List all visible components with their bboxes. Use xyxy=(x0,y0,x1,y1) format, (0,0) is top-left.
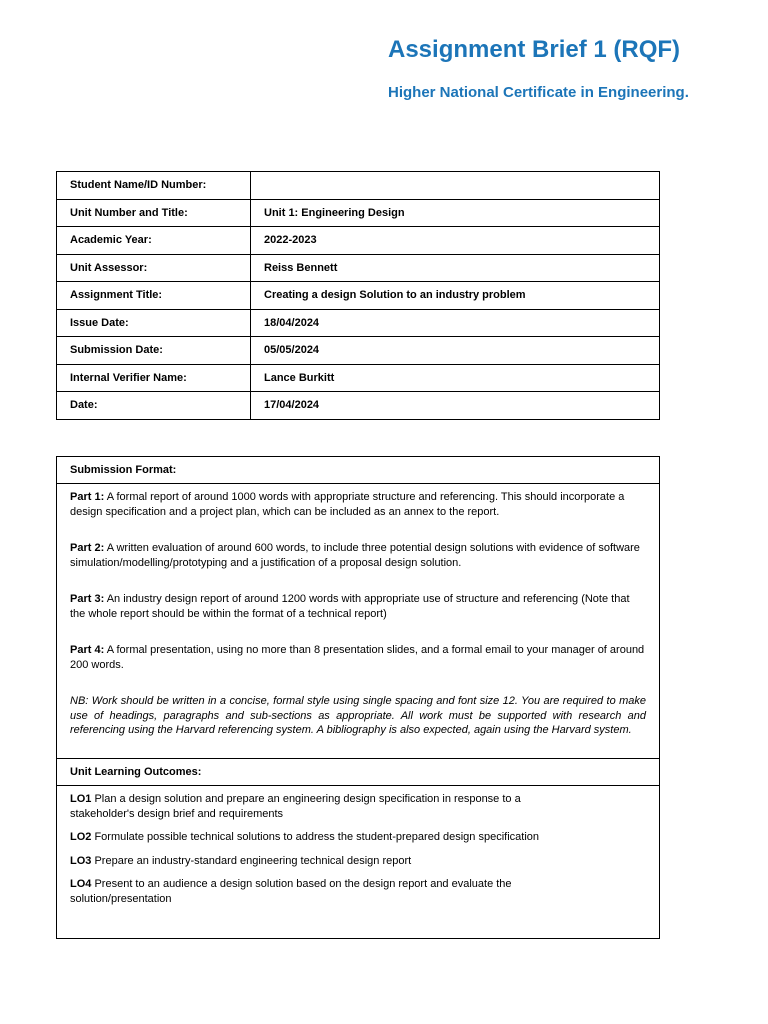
learning-outcomes-heading: Unit Learning Outcomes: xyxy=(57,759,659,786)
part-text: A formal presentation, using no more than 8 presentation slides, and a formal email to your manager of around 200 words. xyxy=(70,644,645,671)
table-row xyxy=(57,254,660,282)
table-row xyxy=(57,172,660,200)
lo-label: LO3 xyxy=(70,854,92,867)
part-label: Part 3: xyxy=(70,593,105,605)
submission-date-value: 05/05/2024 xyxy=(251,337,660,365)
date-value: 17/04/2024 xyxy=(251,392,660,420)
issue-date-label: Issue Date: xyxy=(57,309,251,337)
lo-text: Formulate possible technical solutions to address the student-prepared design specification xyxy=(91,831,539,843)
learning-outcome-1 xyxy=(70,792,646,821)
submission-format-heading: Submission Format: xyxy=(57,457,659,484)
learning-outcome-4 xyxy=(70,877,646,906)
submission-date-label: Submission Date: xyxy=(57,337,251,365)
learning-outcome-3 xyxy=(70,854,646,869)
table-row xyxy=(57,337,660,365)
table-row xyxy=(57,227,660,255)
lo-text-continued: stakeholder's design brief and requirements xyxy=(70,807,284,820)
date-label: Date: xyxy=(57,392,251,420)
lo-text: Present to an audience a design solution based on the design report and evaluate the xyxy=(91,878,512,890)
table-row xyxy=(57,392,660,420)
part-label: Part 2: xyxy=(70,542,105,554)
academic-year-value: 2022-2023 xyxy=(251,227,660,255)
table-row xyxy=(57,309,660,337)
assignment-info-table xyxy=(56,171,660,420)
unit-assessor-label: Unit Assessor: xyxy=(57,254,251,282)
submission-note: NB: Work should be written in a concise, formal style using single spacing and font size 12. You are required to make use of headings, paragraphs and sub-sections as appropriate. All work must be supported with research and referencing using the Harvard referencing system. A bibliography is also expected, again using the Harvard system. xyxy=(70,695,646,736)
academic-year-label: Academic Year: xyxy=(57,227,251,255)
lo-text-continued: solution/presentation xyxy=(70,892,172,905)
learning-outcomes-body xyxy=(57,786,659,906)
assignment-title-label: Assignment Title: xyxy=(57,282,251,310)
internal-verifier-value: Lance Burkitt xyxy=(251,364,660,392)
unit-number-label: Unit Number and Title: xyxy=(57,199,251,227)
lo-text: Prepare an industry-standard engineering technical design report xyxy=(91,854,412,867)
issue-date-value: 18/04/2024 xyxy=(251,309,660,337)
page-subtitle: Higher National Certificate in Engineering. xyxy=(388,84,689,101)
lo-label: LO1 xyxy=(70,793,92,805)
page-title: Assignment Brief 1 (RQF) xyxy=(388,36,681,63)
student-name-label: Student Name/ID Number: xyxy=(57,172,251,200)
internal-verifier-label: Internal Verifier Name: xyxy=(57,364,251,392)
part-label: Part 1: xyxy=(70,491,105,503)
part-text: A formal report of around 1000 words with appropriate structure and referencing. This should incorporate a design specification and a project plan, which can be included as an annex to the report. xyxy=(70,491,625,518)
table-row xyxy=(57,282,660,310)
unit-assessor-value: Reiss Bennett xyxy=(251,254,660,282)
part-2-paragraph xyxy=(70,541,646,570)
submission-format-section xyxy=(56,456,660,759)
part-text: A written evaluation of around 600 words, to include three potential design solutions with evidence of software simulation/modelling/prototyping and a justification of a proposal design solution. xyxy=(70,542,640,569)
lo-text: Plan a design solution and prepare an engineering design specification in response to a xyxy=(91,793,521,805)
unit-number-value: Unit 1: Engineering Design xyxy=(251,199,660,227)
part-4-paragraph xyxy=(70,643,646,672)
assignment-title-value: Creating a design Solution to an industry problem xyxy=(251,282,660,310)
table-row xyxy=(57,199,660,227)
part-text: An industry design report of around 1200 words with appropriate use of structure and referencing (Note that the whole report should be within the format of a technical report) xyxy=(70,593,630,620)
student-name-value xyxy=(251,172,660,200)
learning-outcome-2 xyxy=(70,830,646,845)
part-3-paragraph xyxy=(70,592,646,621)
table-row xyxy=(57,364,660,392)
submission-format-body xyxy=(57,484,659,738)
part-label: Part 4: xyxy=(70,644,105,656)
lo-label: LO2 xyxy=(70,831,92,843)
learning-outcomes-section xyxy=(56,758,660,939)
lo-label: LO4 xyxy=(70,878,92,890)
part-1-paragraph xyxy=(70,490,646,519)
